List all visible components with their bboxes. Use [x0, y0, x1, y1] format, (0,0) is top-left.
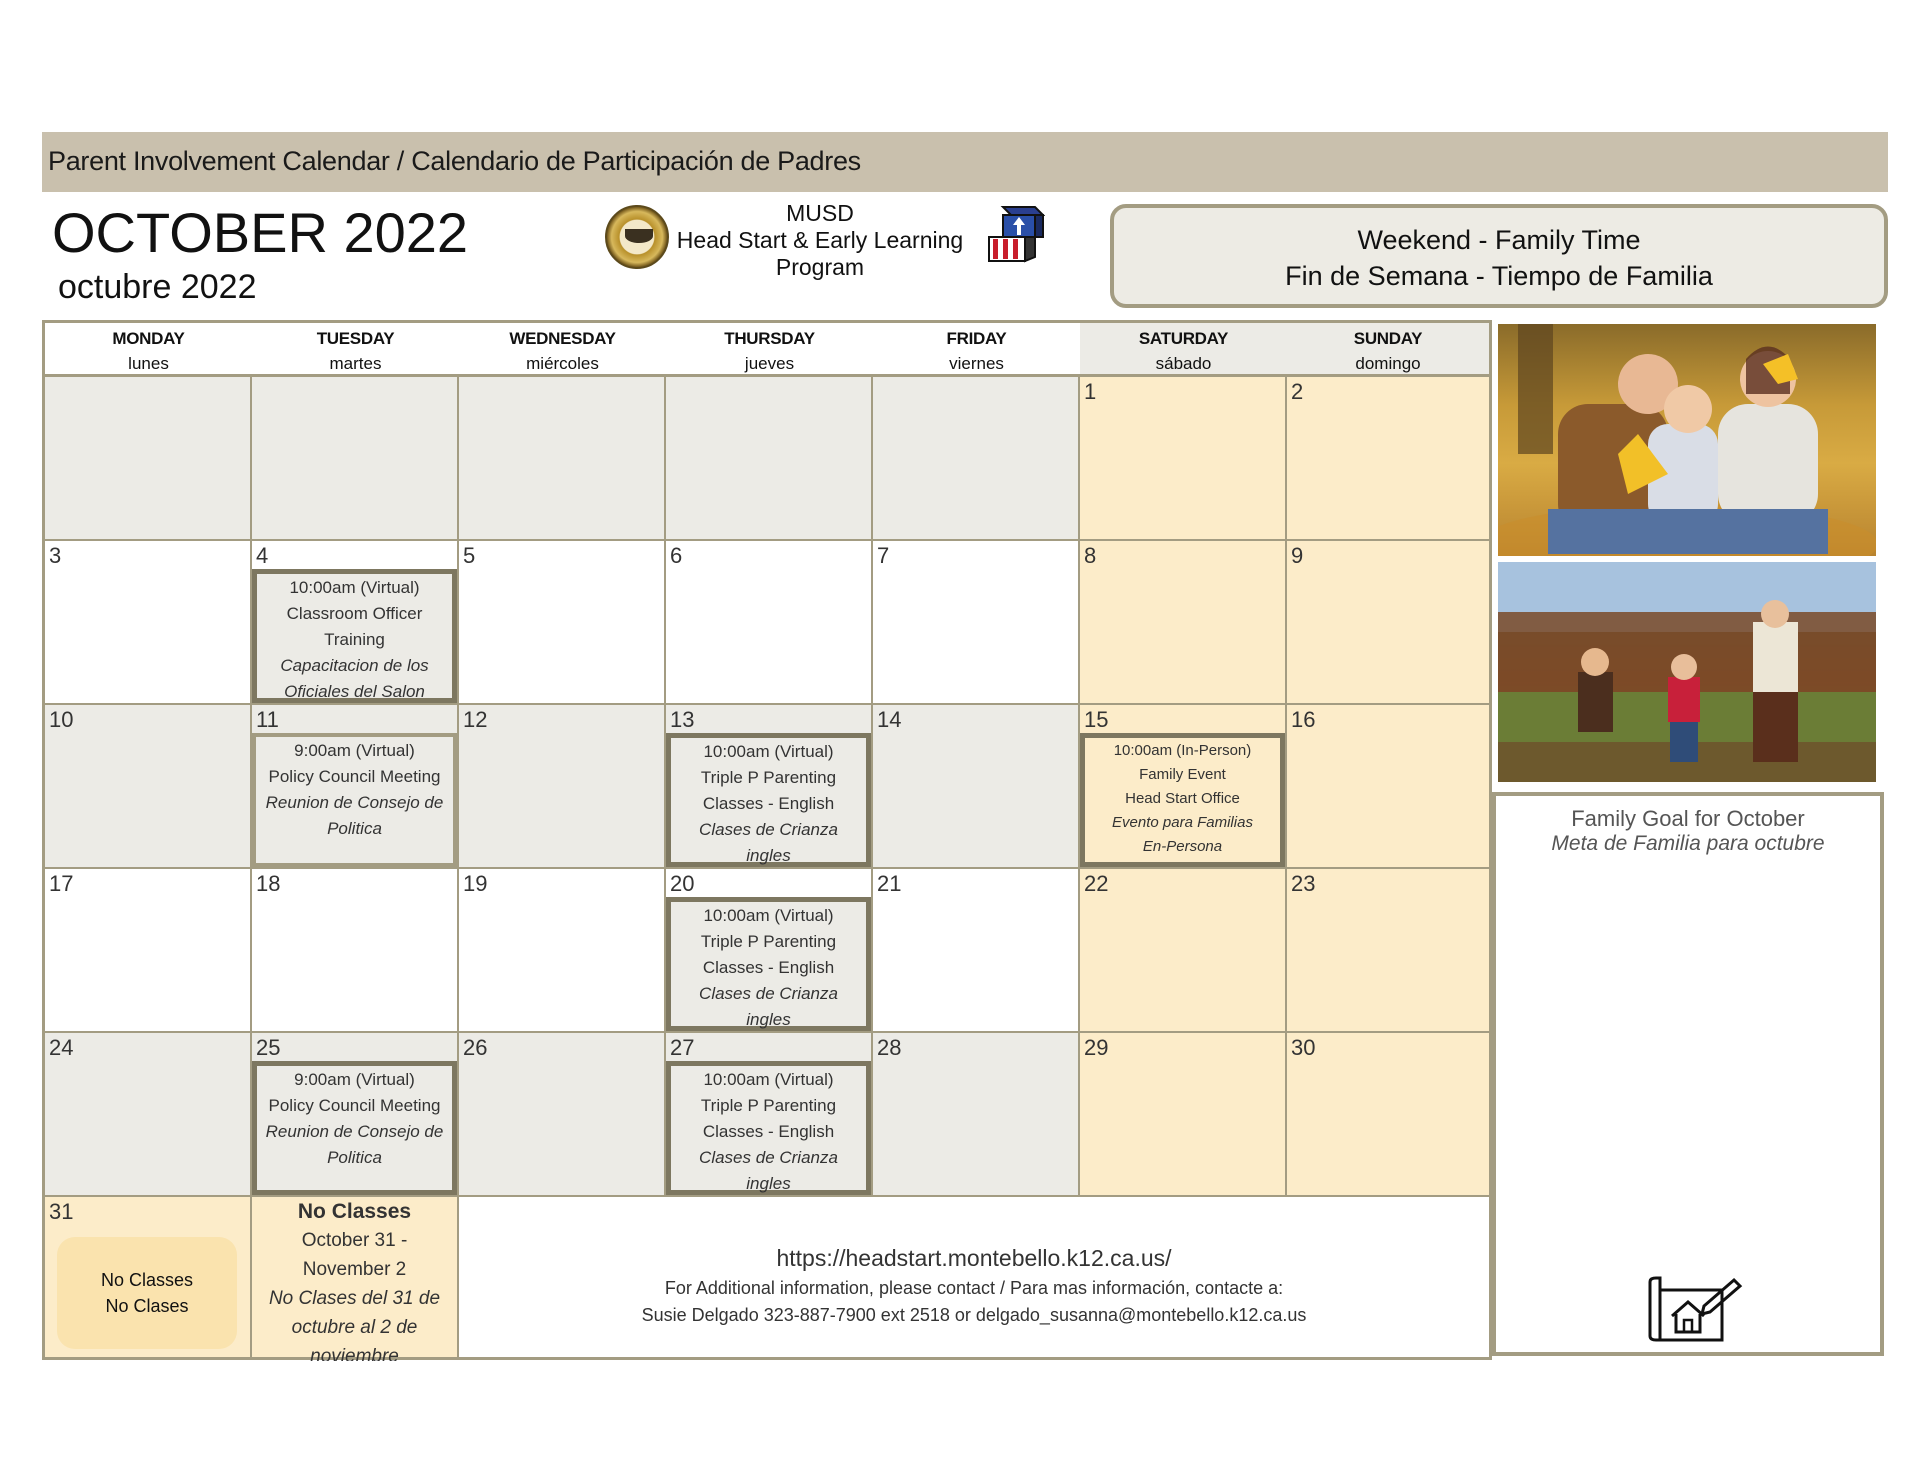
day-cell-25[interactable] — [252, 1033, 459, 1197]
day-cell-30[interactable] — [1287, 1033, 1489, 1197]
date-number: 13 — [670, 707, 695, 732]
month-subtitle: octubre 2022 — [58, 268, 257, 306]
date-number: 31 — [49, 1199, 74, 1224]
header-tuesday: TUESDAY martes — [252, 323, 459, 377]
event-title-es: Reunion de Consejo de — [265, 793, 444, 812]
weekend-line-en: Weekend - Family Time — [1357, 225, 1641, 255]
day-cell-27[interactable] — [666, 1033, 873, 1197]
day-cell-10[interactable] — [45, 705, 252, 869]
contact-details: Susie Delgado 323-887-7900 ext 2518 or delgado_susanna@montebello.k12.ca.us — [641, 1305, 1307, 1325]
day-cell-15[interactable] — [1080, 705, 1287, 869]
house-blueprint-pencil-icon — [1646, 1276, 1746, 1346]
no-classes-title: No Classes — [297, 1200, 412, 1223]
header-monday: MONDAY lunes — [45, 323, 252, 377]
date-number: 30 — [1291, 1035, 1316, 1060]
day-cell-empty — [252, 377, 459, 541]
day-cell-21[interactable] — [873, 869, 1080, 1033]
event-title-es: Capacitacion de los — [280, 656, 429, 675]
event-title-es: Clases de Crianza — [699, 984, 838, 1003]
day-cell-9[interactable] — [1287, 541, 1489, 705]
event-location: Head Start Office — [1125, 790, 1240, 807]
no-classes-dates-cont: November 2 — [302, 1259, 407, 1280]
children-throwing-leaves-photo — [1498, 562, 1876, 782]
no-classes-es: No Clases — [105, 1296, 189, 1316]
day-cell-4[interactable] — [252, 541, 459, 705]
day-cell-19[interactable] — [459, 869, 666, 1033]
header-wednesday: WEDNESDAY miércoles — [459, 323, 666, 377]
day-cell-20[interactable] — [666, 869, 873, 1033]
day-cell-12[interactable] — [459, 705, 666, 869]
day-cell-22[interactable] — [1080, 869, 1287, 1033]
event-title-es: Evento para Familias — [1112, 814, 1253, 831]
date-number: 16 — [1291, 707, 1316, 732]
date-number: 10 — [49, 707, 74, 732]
day-cell-1[interactable] — [1080, 377, 1287, 541]
day-cell-empty — [873, 377, 1080, 541]
event-time: 10:00am (Virtual) — [703, 906, 834, 925]
no-classes-es-cont: octubre al 2 de — [291, 1317, 418, 1338]
event-title: Triple P Parenting — [700, 1096, 837, 1115]
day-cell-7[interactable] — [873, 541, 1080, 705]
date-number: 18 — [256, 871, 281, 896]
day-cell-23[interactable] — [1287, 869, 1489, 1033]
no-classes-range-note — [252, 1197, 457, 1361]
date-number: 4 — [256, 543, 269, 568]
no-classes-es-cont2: noviembre — [310, 1346, 399, 1361]
no-classes-es: No Clases del 31 de — [268, 1288, 441, 1309]
event-time: 9:00am (Virtual) — [294, 741, 415, 760]
day-cell-empty — [459, 377, 666, 541]
website-link[interactable]: https://headstart.montebello.k12.ca.us/ — [776, 1245, 1172, 1271]
date-number: 19 — [463, 871, 488, 896]
date-number: 20 — [670, 871, 695, 896]
day-cell-6[interactable] — [666, 541, 873, 705]
weekend-line-es: Fin de Semana - Tiempo de Familia — [1285, 261, 1713, 291]
org-line-2: Head Start & Early Learning — [676, 227, 964, 253]
date-number: 22 — [1084, 871, 1109, 896]
day-cell-31[interactable] — [45, 1197, 252, 1357]
org-name — [670, 200, 970, 281]
date-number: 11 — [256, 707, 279, 732]
day-cell-18[interactable] — [252, 869, 459, 1033]
no-classes-badge — [57, 1237, 237, 1349]
no-classes-dates: October 31 - — [301, 1230, 408, 1251]
event-family-event[interactable] — [1080, 733, 1285, 867]
day-cell-5[interactable] — [459, 541, 666, 705]
event-policy-council-meeting[interactable] — [252, 733, 457, 867]
family-goal-panel — [1492, 792, 1884, 1356]
header-friday: FRIDAY viernes — [873, 323, 1080, 377]
header-sunday: SUNDAY domingo — [1287, 323, 1489, 377]
date-number: 7 — [877, 543, 890, 568]
header-thursday: THURSDAY jueves — [666, 323, 873, 377]
event-title-cont: Training — [324, 630, 385, 649]
day-cell-11[interactable] — [252, 705, 459, 869]
event-title-cont: Classes - English — [702, 1122, 835, 1141]
day-cell-17[interactable] — [45, 869, 252, 1033]
date-number: 14 — [877, 707, 902, 732]
date-number: 1 — [1084, 379, 1097, 404]
day-cell-empty — [45, 377, 252, 541]
date-number: 21 — [877, 871, 902, 896]
date-number: 26 — [463, 1035, 488, 1060]
event-title-cont: Classes - English — [702, 958, 835, 977]
date-number: 12 — [463, 707, 488, 732]
event-title-es-cont: ingles — [746, 1010, 791, 1029]
event-title-es-cont: Politica — [327, 1148, 382, 1167]
event-time: 10:00am (Virtual) — [703, 742, 834, 761]
date-number: 8 — [1084, 543, 1097, 568]
date-number: 24 — [49, 1035, 74, 1060]
day-cell-14[interactable] — [873, 705, 1080, 869]
header-saturday: SATURDAY sábado — [1080, 323, 1287, 377]
date-number: 2 — [1291, 379, 1304, 404]
org-line-1: MUSD — [786, 200, 854, 226]
date-number: 25 — [256, 1035, 281, 1060]
event-title: Family Event — [1139, 766, 1226, 783]
day-cell-13[interactable] — [666, 705, 873, 869]
date-number: 9 — [1291, 543, 1304, 568]
contact-intro: For Additional information, please contact / Para mas información, contacte a: — [664, 1278, 1284, 1298]
org-line-3: Program — [775, 254, 865, 280]
title-banner — [42, 132, 1888, 192]
event-title: Policy Council Meeting — [268, 767, 441, 786]
day-cell-3[interactable] — [45, 541, 252, 705]
day-cell-empty — [666, 377, 873, 541]
contact-footer — [459, 1197, 1489, 1357]
weekend-family-time-note — [1110, 204, 1888, 308]
date-number: 23 — [1291, 871, 1316, 896]
event-triple-p-parenting[interactable] — [666, 733, 871, 867]
date-number: 3 — [49, 543, 62, 568]
event-time: 10:00am (Virtual) — [289, 578, 420, 597]
date-number: 6 — [670, 543, 683, 568]
event-time: 9:00am (Virtual) — [294, 1070, 415, 1089]
date-number: 17 — [49, 871, 74, 896]
month-title: OCTOBER 2022 — [52, 201, 469, 264]
day-cell-26[interactable] — [459, 1033, 666, 1197]
event-title: Classroom Officer — [286, 604, 423, 623]
calendar-grid — [42, 320, 1492, 1360]
banner-title: Parent Involvement Calendar / Calendario de Participación de Padres — [48, 146, 861, 176]
event-title-es-cont: En-Persona — [1142, 838, 1223, 855]
event-title-es: Clases de Crianza — [699, 1148, 838, 1167]
date-number: 28 — [877, 1035, 902, 1060]
head-start-block-icon — [985, 203, 1045, 265]
day-cell-28[interactable] — [873, 1033, 1080, 1197]
day-cell-8[interactable] — [1080, 541, 1287, 705]
date-number: 5 — [463, 543, 476, 568]
event-triple-p-parenting[interactable] — [666, 1061, 871, 1195]
date-number: 27 — [670, 1035, 695, 1060]
family-autumn-leaves-photo — [1498, 324, 1876, 556]
goal-title-es: Meta de Familia para octubre — [1551, 832, 1825, 855]
lamp-seal-icon — [605, 205, 669, 269]
event-title-es: Reunion de Consejo de — [265, 1122, 444, 1141]
event-title: Policy Council Meeting — [268, 1096, 441, 1115]
goal-title-en: Family Goal for October — [1571, 806, 1805, 831]
event-time: 10:00am (Virtual) — [703, 1070, 834, 1089]
event-title: Triple P Parenting — [700, 932, 837, 951]
day-cell-2[interactable] — [1287, 377, 1489, 541]
event-classroom-officer-training[interactable] — [252, 569, 457, 703]
event-title-es-cont: ingles — [746, 846, 791, 865]
date-number: 29 — [1084, 1035, 1109, 1060]
event-title-cont: Classes - English — [702, 794, 835, 813]
event-title-es-cont: ingles — [746, 1174, 791, 1193]
day-cell-29[interactable] — [1080, 1033, 1287, 1197]
event-policy-council-meeting[interactable] — [252, 1061, 457, 1195]
event-title-es-cont: Oficiales del Salon — [284, 682, 425, 701]
event-title: Triple P Parenting — [700, 768, 837, 787]
date-number: 15 — [1084, 707, 1109, 732]
event-title-es: Clases de Crianza — [699, 820, 838, 839]
no-classes-range-cell — [252, 1197, 459, 1361]
event-time: 10:00am (In-Person) — [1113, 742, 1252, 759]
day-cell-16[interactable] — [1287, 705, 1489, 869]
event-title-es-cont: Politica — [327, 819, 382, 838]
no-classes-en: No Classes — [100, 1270, 194, 1290]
event-triple-p-parenting[interactable] — [666, 897, 871, 1031]
day-cell-24[interactable] — [45, 1033, 252, 1197]
